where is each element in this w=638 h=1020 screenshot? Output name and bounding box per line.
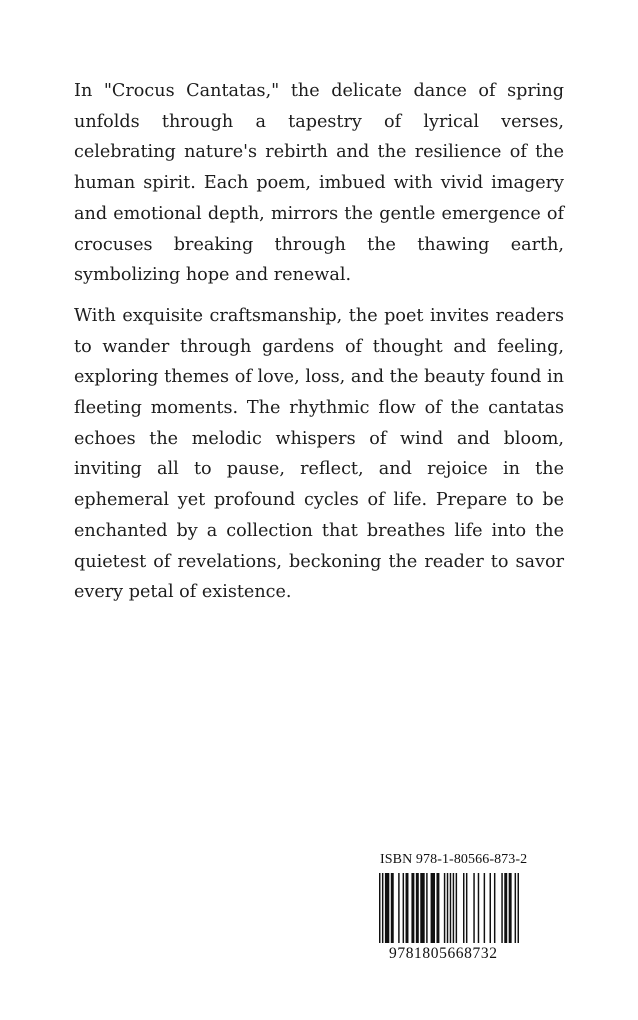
barcode-bar-15: [450, 873, 451, 943]
barcode-bar-0: [379, 873, 380, 943]
barcode-bar-28: [515, 873, 516, 943]
barcode-bar-3: [391, 873, 394, 943]
isbn-barcode-block: [374, 852, 530, 968]
barcode-bar-19: [466, 873, 467, 943]
barcode-bar-13: [444, 873, 445, 943]
blurb-paragraph-2: With exquisite craftsmanship, the poet invites readers to wander through gardens of thought and feeling, exploring themes of love, loss, and the beauty found in fleeting moments. The rhythmic flow of the cantatas echoes the melodic whispers of wind and bloom, inviting all to pause, reflect, and rejoice in the ephemeral yet profound cycles of life. Prepare to be enchanted by a collection that breathes life into the quietest of revelations, beckoning the reader to savor every petal of existence.: [74, 305, 564, 603]
barcode-bar-21: [478, 873, 479, 943]
barcode-bar-10: [426, 873, 427, 943]
barcode-bar-12: [436, 873, 439, 943]
barcode-bar-2: [385, 873, 389, 943]
barcode-icon: [379, 873, 519, 943]
barcode-bar-14: [447, 873, 448, 943]
barcode-bar-5: [403, 873, 404, 943]
barcode-bar-4: [398, 873, 399, 943]
barcode-bar-29: [518, 873, 519, 943]
barcode-bar-27: [509, 873, 512, 943]
back-cover-blurb: [74, 76, 564, 608]
barcode-bar-16: [453, 873, 454, 943]
barcode-bar-7: [411, 873, 414, 943]
blurb-paragraph-1: In "Crocus Cantatas," the delicate dance of spring unfolds through a tapestry of lyrical verses, celebrating nature's rebirth and the resilience of the human spirit. Each poem, imbued with vivid imagery and emotional depth, mirrors the gentle emergence of crocuses breaking through the thawing earth, symbolizing hope and renewal.: [74, 81, 564, 286]
barcode-bar-9: [420, 873, 424, 943]
isbn-number: 9781805668732: [389, 945, 498, 962]
barcode-bar-22: [484, 873, 485, 943]
barcode-bar-11: [431, 873, 435, 943]
barcode-bar-23: [490, 873, 491, 943]
barcode-bar-26: [504, 873, 507, 943]
barcode-bar-17: [456, 873, 457, 943]
barcode-bar-25: [501, 873, 502, 943]
barcode-bar-1: [382, 873, 383, 943]
barcode-bar-8: [416, 873, 419, 943]
isbn-label: ISBN 978-1-80566-873-2: [380, 852, 528, 867]
barcode-bar-20: [473, 873, 474, 943]
barcode-bar-18: [463, 873, 464, 943]
barcode-bar-6: [406, 873, 409, 943]
barcode-bar-24: [494, 873, 495, 943]
